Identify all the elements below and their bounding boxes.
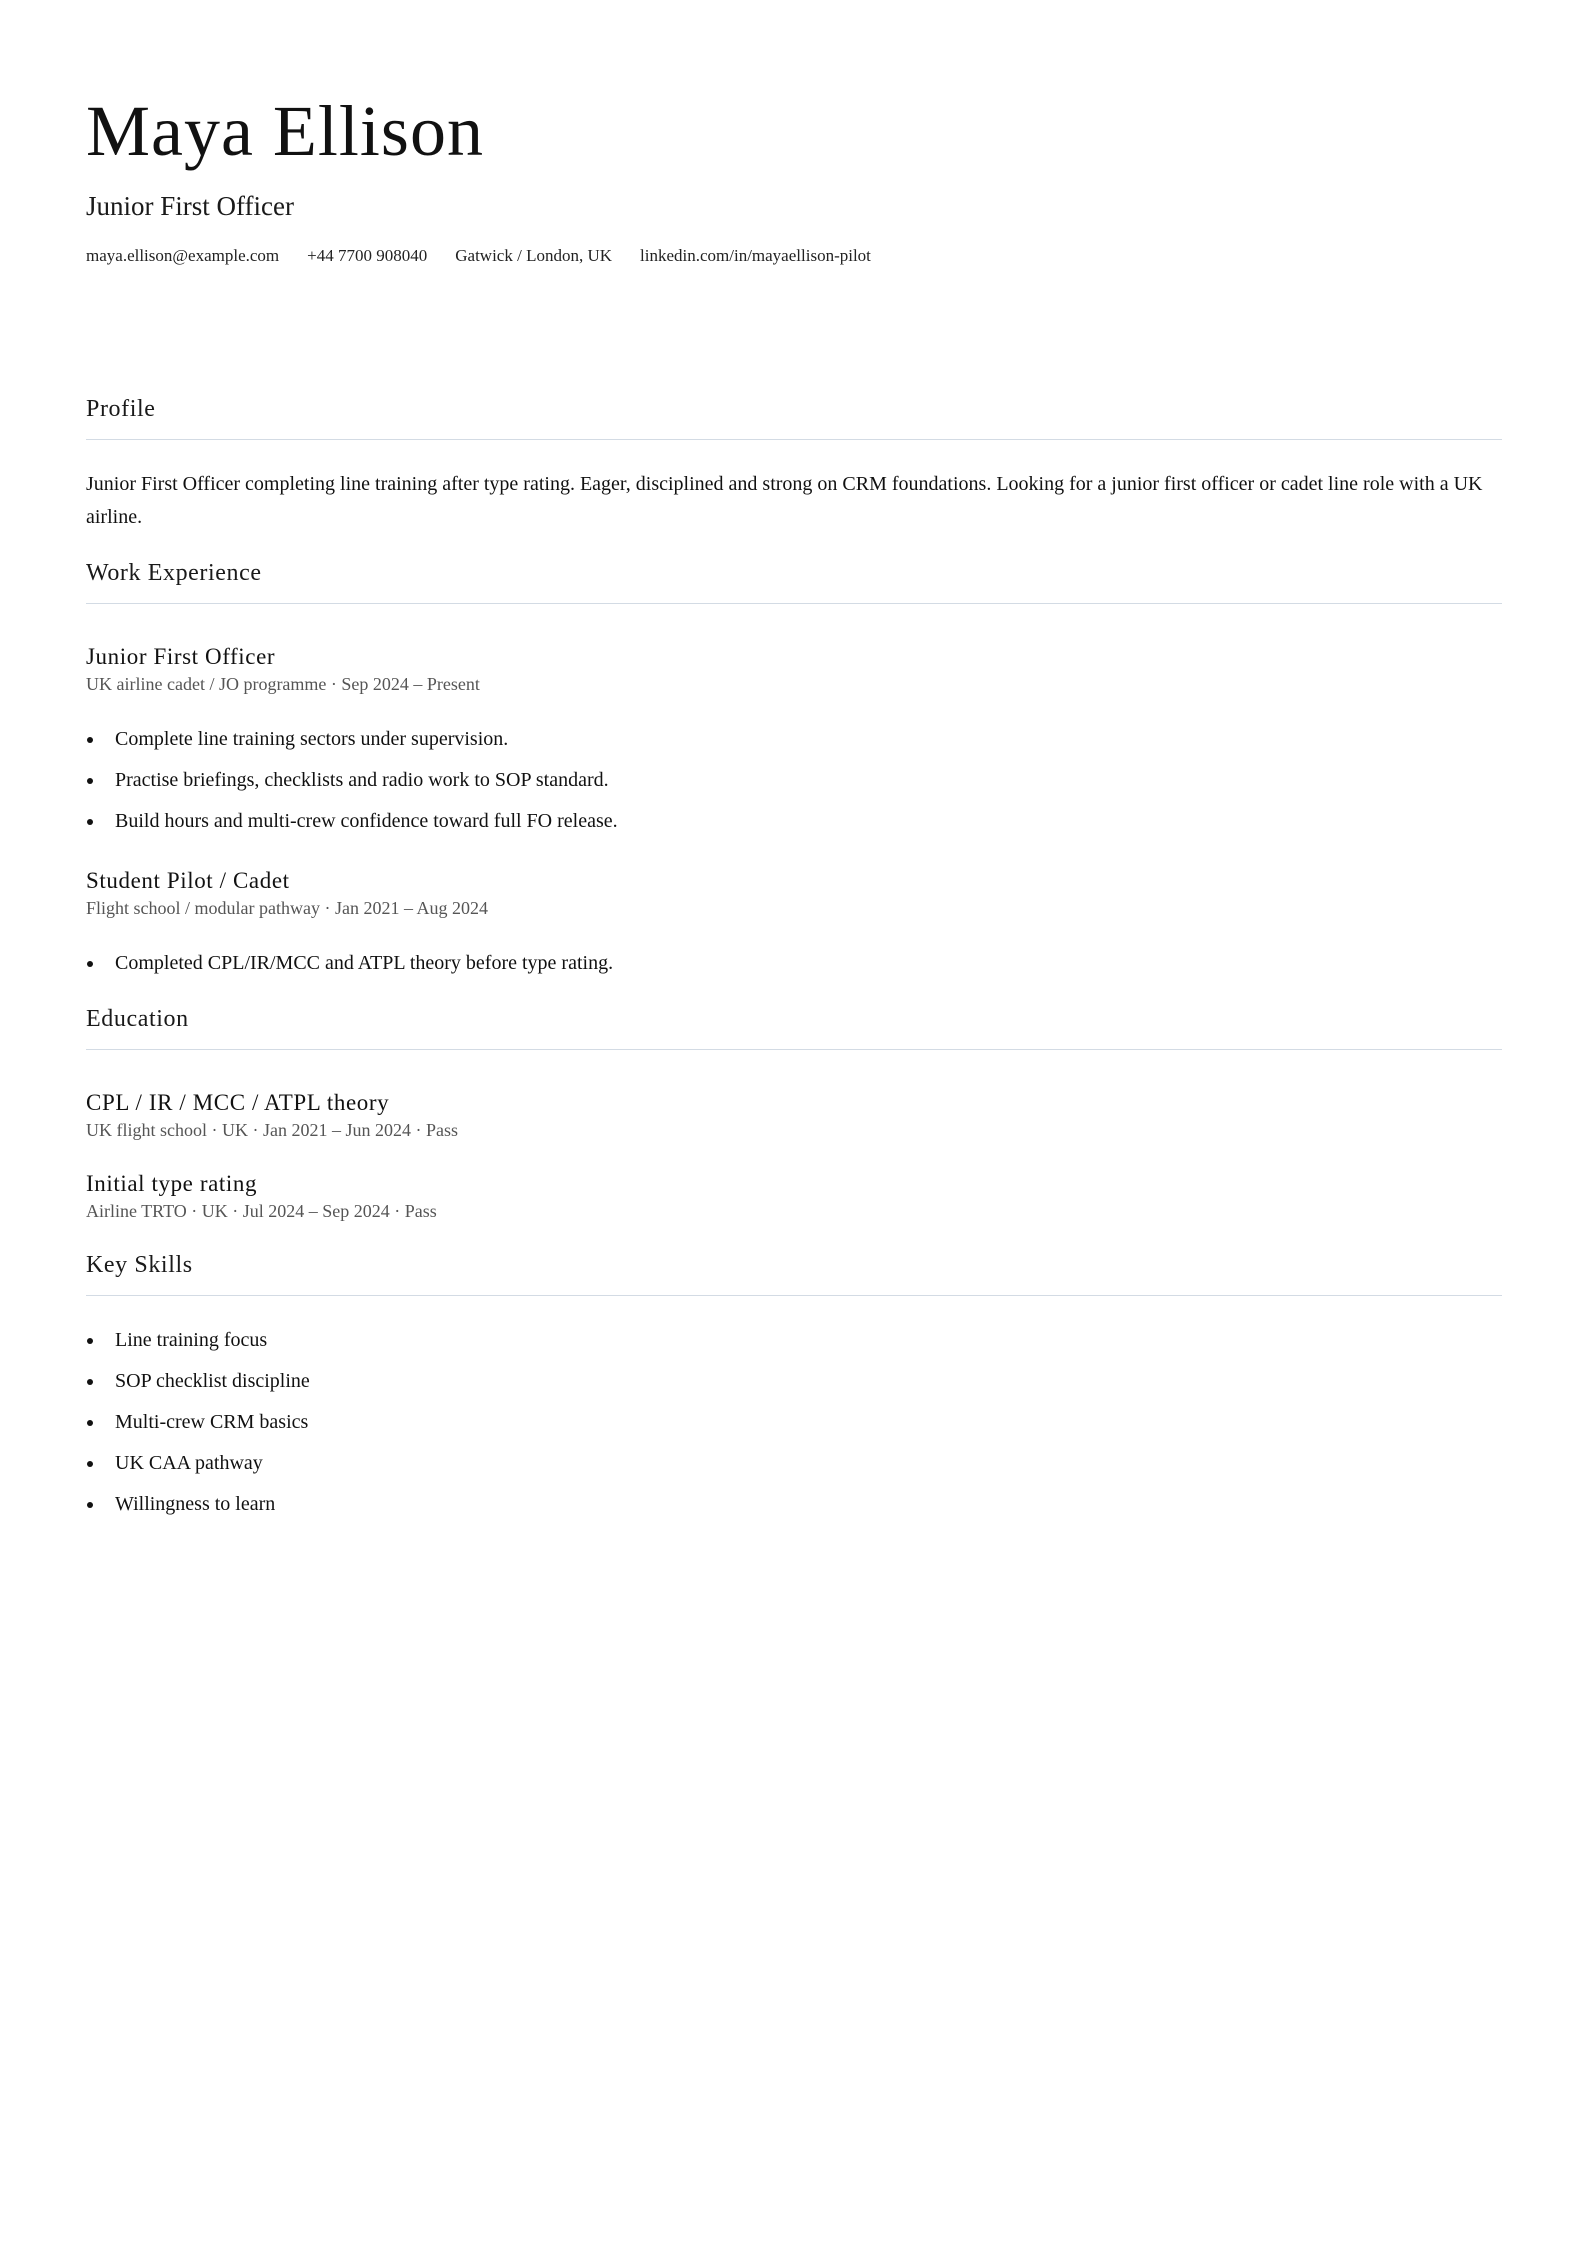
contact-linkedin: linkedin.com/in/mayaellison-pilot (640, 246, 871, 266)
job-bullet: Completed CPL/IR/MCC and ATPL theory before type rating. (86, 943, 1502, 984)
skill-item: Willingness to learn (86, 1484, 1502, 1525)
contact-email: maya.ellison@example.com (86, 246, 280, 266)
contact-location: Gatwick / London, UK (455, 246, 613, 266)
job-meta: Flight school / modular pathway · Jan 2021 – Aug 2024 (86, 898, 488, 919)
job-title: Junior First Officer (86, 644, 276, 670)
candidate-headline: Junior First Officer (86, 191, 294, 222)
skill-item: UK CAA pathway (86, 1443, 1502, 1484)
education-entry (86, 1171, 1502, 1222)
resume-header (86, 92, 1502, 266)
contact-phone: +44 7700 908040 (307, 246, 428, 266)
skill-item: Line training focus (86, 1320, 1502, 1361)
section-title-key-skills: Key Skills (86, 1252, 1502, 1296)
education-section (86, 1006, 1502, 1222)
profile-summary: Junior First Officer completing line training after type rating. Eager, disciplined and strong on CRM foundations. Looking for a junior first officer or cadet line role with a UK airline. (86, 473, 1483, 529)
education-title: CPL / IR / MCC / ATPL theory (86, 1090, 390, 1116)
work-experience-section (86, 560, 1502, 984)
skills-list (86, 1320, 1502, 1525)
education-meta: UK flight school · UK · Jan 2021 – Jun 2024 · Pass (86, 1120, 458, 1141)
section-title-profile: Profile (86, 396, 1502, 440)
education-meta: Airline TRTO · UK · Jul 2024 – Sep 2024 · Pass (86, 1201, 437, 1222)
education-entry (86, 1090, 1502, 1141)
work-entry (86, 868, 1502, 984)
job-bullet: Practise briefings, checklists and radio work to SOP standard. (86, 760, 1502, 801)
work-entry (86, 644, 1502, 842)
job-bullets (86, 943, 1502, 984)
section-title-education: Education (86, 1006, 1502, 1050)
key-skills-section (86, 1252, 1502, 1525)
education-title: Initial type rating (86, 1171, 258, 1197)
contact-line (86, 246, 1502, 266)
job-bullet: Complete line training sectors under supervision. (86, 719, 1502, 760)
section-title-work-experience: Work Experience (86, 560, 1502, 604)
profile-section (86, 396, 1502, 534)
job-title: Student Pilot / Cadet (86, 868, 290, 894)
candidate-name: Maya Ellison (86, 91, 484, 171)
skill-item: Multi-crew CRM basics (86, 1402, 1502, 1443)
skill-item: SOP checklist discipline (86, 1361, 1502, 1402)
job-bullets (86, 719, 1502, 842)
job-bullet: Build hours and multi-crew confidence toward full FO release. (86, 801, 1502, 842)
job-meta: UK airline cadet / JO programme · Sep 2024 – Present (86, 674, 480, 695)
